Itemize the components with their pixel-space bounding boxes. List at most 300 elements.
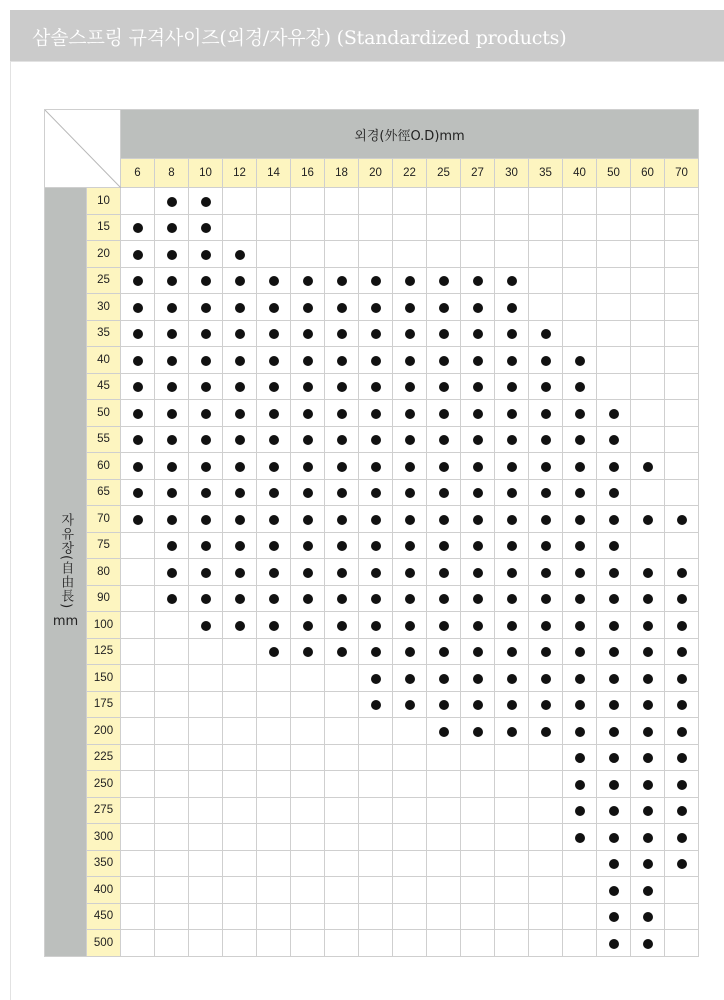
available-dot-icon [643, 647, 653, 657]
size-cell [631, 267, 665, 294]
size-cell [631, 559, 665, 586]
size-cell [223, 453, 257, 480]
available-dot-icon [609, 753, 619, 763]
size-cell [427, 267, 461, 294]
size-cell [495, 612, 529, 639]
table-row [45, 532, 699, 559]
available-dot-icon [575, 727, 585, 737]
available-dot-icon [303, 303, 313, 313]
available-dot-icon [201, 594, 211, 604]
size-cell [121, 771, 155, 798]
available-dot-icon [371, 409, 381, 419]
size-cell [393, 506, 427, 533]
free-length-cell: 70 [87, 506, 121, 533]
size-cell [155, 850, 189, 877]
size-cell [597, 294, 631, 321]
available-dot-icon [269, 647, 279, 657]
size-cell [529, 532, 563, 559]
size-cell [597, 532, 631, 559]
available-dot-icon [473, 727, 483, 737]
available-dot-icon [167, 568, 177, 578]
size-cell [665, 877, 699, 904]
size-cell [291, 426, 325, 453]
available-dot-icon [609, 674, 619, 684]
size-cell [631, 373, 665, 400]
size-cell [359, 797, 393, 824]
size-cell [529, 850, 563, 877]
size-cell [563, 744, 597, 771]
size-cell [223, 214, 257, 241]
size-cell [495, 294, 529, 321]
available-dot-icon [269, 435, 279, 445]
size-cell [631, 718, 665, 745]
size-cell [223, 744, 257, 771]
available-dot-icon [541, 356, 551, 366]
size-cell [223, 850, 257, 877]
size-cell [359, 188, 393, 215]
available-dot-icon [677, 674, 687, 684]
size-cell [223, 797, 257, 824]
size-cell [563, 718, 597, 745]
size-cell [359, 903, 393, 930]
available-dot-icon [507, 462, 517, 472]
available-dot-icon [235, 541, 245, 551]
size-cell [325, 426, 359, 453]
size-cell [631, 347, 665, 374]
available-dot-icon [337, 488, 347, 498]
available-dot-icon [439, 329, 449, 339]
size-cell [495, 638, 529, 665]
size-cell [257, 532, 291, 559]
size-cell [427, 294, 461, 321]
size-cell [427, 188, 461, 215]
available-dot-icon [677, 594, 687, 604]
available-dot-icon [439, 488, 449, 498]
size-cell [597, 347, 631, 374]
available-dot-icon [439, 700, 449, 710]
size-cell [631, 479, 665, 506]
size-cell [461, 612, 495, 639]
size-cell [529, 347, 563, 374]
available-dot-icon [269, 515, 279, 525]
size-cell [631, 638, 665, 665]
available-dot-icon [371, 568, 381, 578]
available-dot-icon [167, 303, 177, 313]
size-cell [665, 559, 699, 586]
size-cell [155, 320, 189, 347]
available-dot-icon [439, 462, 449, 472]
size-cell [393, 294, 427, 321]
available-dot-icon [609, 939, 619, 949]
table-row [45, 241, 699, 268]
size-cell [563, 453, 597, 480]
size-cell [563, 824, 597, 851]
available-dot-icon [201, 515, 211, 525]
size-cell [597, 691, 631, 718]
size-cell [495, 930, 529, 957]
available-dot-icon [201, 435, 211, 445]
size-cell [393, 877, 427, 904]
od-header-cell: 16 [291, 159, 325, 188]
table-corner [45, 110, 121, 188]
size-cell [461, 718, 495, 745]
table-row [45, 612, 699, 639]
size-cell [121, 585, 155, 612]
available-dot-icon [507, 541, 517, 551]
size-cell [427, 824, 461, 851]
size-cell [495, 771, 529, 798]
size-cell [393, 744, 427, 771]
size-cell [495, 506, 529, 533]
free-length-cell: 150 [87, 665, 121, 692]
available-dot-icon [167, 197, 177, 207]
available-dot-icon [677, 780, 687, 790]
table-row [45, 585, 699, 612]
size-cell [427, 347, 461, 374]
size-cell [529, 744, 563, 771]
size-cell [359, 744, 393, 771]
size-cell [223, 532, 257, 559]
size-cell [529, 877, 563, 904]
available-dot-icon [337, 568, 347, 578]
available-dot-icon [167, 541, 177, 551]
size-cell [291, 453, 325, 480]
available-dot-icon [235, 303, 245, 313]
available-dot-icon [439, 647, 449, 657]
size-cell [665, 453, 699, 480]
size-cell [631, 877, 665, 904]
size-cell [563, 797, 597, 824]
size-cell [631, 850, 665, 877]
size-cell [393, 850, 427, 877]
size-cell [121, 506, 155, 533]
size-cell [563, 267, 597, 294]
size-cell [665, 612, 699, 639]
size-cell [631, 453, 665, 480]
available-dot-icon [643, 939, 653, 949]
free-length-cell: 50 [87, 400, 121, 427]
size-cell [427, 665, 461, 692]
size-cell [461, 532, 495, 559]
size-cell [529, 665, 563, 692]
available-dot-icon [473, 674, 483, 684]
available-dot-icon [303, 594, 313, 604]
size-cell [393, 214, 427, 241]
available-dot-icon [473, 276, 483, 286]
size-cell [359, 479, 393, 506]
size-cell [257, 426, 291, 453]
available-dot-icon [575, 700, 585, 710]
size-cell [665, 188, 699, 215]
size-cell [495, 797, 529, 824]
table-row [45, 744, 699, 771]
size-cell [155, 771, 189, 798]
size-cell [427, 453, 461, 480]
available-dot-icon [677, 833, 687, 843]
available-dot-icon [269, 276, 279, 286]
size-cell [121, 744, 155, 771]
size-cell [189, 877, 223, 904]
size-cell [597, 665, 631, 692]
free-length-cell: 225 [87, 744, 121, 771]
available-dot-icon [235, 568, 245, 578]
size-cell [189, 930, 223, 957]
size-cell [359, 771, 393, 798]
size-cell [291, 373, 325, 400]
available-dot-icon [269, 329, 279, 339]
size-cell [325, 347, 359, 374]
available-dot-icon [677, 727, 687, 737]
size-cell [597, 506, 631, 533]
available-dot-icon [677, 515, 687, 525]
size-cell [121, 426, 155, 453]
available-dot-icon [507, 700, 517, 710]
size-cell [665, 532, 699, 559]
available-dot-icon [609, 833, 619, 843]
size-cell [529, 479, 563, 506]
size-cell [223, 373, 257, 400]
size-cell [427, 638, 461, 665]
available-dot-icon [439, 303, 449, 313]
size-cell [495, 665, 529, 692]
size-cell [631, 214, 665, 241]
size-cell [495, 320, 529, 347]
available-dot-icon [167, 276, 177, 286]
size-cell [427, 559, 461, 586]
available-dot-icon [269, 382, 279, 392]
diagonal-divider [45, 110, 121, 188]
size-cell [223, 347, 257, 374]
available-dot-icon [575, 541, 585, 551]
available-dot-icon [609, 594, 619, 604]
free-length-cell: 90 [87, 585, 121, 612]
size-cell [495, 214, 529, 241]
size-cell [325, 930, 359, 957]
size-cell [291, 294, 325, 321]
size-cell [257, 930, 291, 957]
available-dot-icon [507, 515, 517, 525]
available-dot-icon [575, 462, 585, 472]
available-dot-icon [303, 515, 313, 525]
size-cell [359, 612, 393, 639]
available-dot-icon [167, 329, 177, 339]
size-cell [393, 426, 427, 453]
available-dot-icon [609, 806, 619, 816]
size-cell [121, 797, 155, 824]
size-cell [325, 718, 359, 745]
size-cell [529, 903, 563, 930]
size-cell [665, 400, 699, 427]
available-dot-icon [235, 435, 245, 445]
size-cell [393, 453, 427, 480]
available-dot-icon [371, 700, 381, 710]
size-cell [155, 506, 189, 533]
available-dot-icon [643, 674, 653, 684]
available-dot-icon [575, 356, 585, 366]
available-dot-icon [405, 700, 415, 710]
od-header-cell: 35 [529, 159, 563, 188]
size-cell [155, 665, 189, 692]
available-dot-icon [507, 329, 517, 339]
table-row [45, 373, 699, 400]
available-dot-icon [643, 886, 653, 896]
size-cell [325, 400, 359, 427]
available-dot-icon [167, 594, 177, 604]
available-dot-icon [507, 621, 517, 631]
free-length-cell: 45 [87, 373, 121, 400]
size-cell [291, 347, 325, 374]
available-dot-icon [541, 382, 551, 392]
available-dot-icon [133, 462, 143, 472]
size-cell [597, 718, 631, 745]
available-dot-icon [439, 727, 449, 737]
size-cell [291, 665, 325, 692]
size-cell [291, 506, 325, 533]
free-length-cell: 40 [87, 347, 121, 374]
size-cell [597, 214, 631, 241]
size-cell [325, 559, 359, 586]
available-dot-icon [167, 223, 177, 233]
size-cell [427, 903, 461, 930]
available-dot-icon [643, 912, 653, 922]
size-cell [291, 532, 325, 559]
size-cell [665, 585, 699, 612]
table-row [45, 347, 699, 374]
size-cell [359, 373, 393, 400]
available-dot-icon [643, 700, 653, 710]
available-dot-icon [337, 462, 347, 472]
size-cell [529, 267, 563, 294]
available-dot-icon [201, 541, 211, 551]
available-dot-icon [371, 276, 381, 286]
size-cell [325, 453, 359, 480]
size-cell [427, 771, 461, 798]
size-cell [427, 930, 461, 957]
size-cell [189, 585, 223, 612]
available-dot-icon [575, 621, 585, 631]
available-dot-icon [541, 594, 551, 604]
available-dot-icon [609, 515, 619, 525]
available-dot-icon [167, 356, 177, 366]
size-cell [597, 453, 631, 480]
size-cell [461, 559, 495, 586]
size-cell [257, 903, 291, 930]
size-cell [427, 373, 461, 400]
available-dot-icon [575, 409, 585, 419]
size-cell [529, 453, 563, 480]
size-cell [257, 718, 291, 745]
size-cell [291, 797, 325, 824]
size-cell [155, 188, 189, 215]
available-dot-icon [575, 515, 585, 525]
size-cell [529, 506, 563, 533]
free-length-cell: 30 [87, 294, 121, 321]
free-length-cell: 125 [87, 638, 121, 665]
size-cell [529, 426, 563, 453]
available-dot-icon [235, 515, 245, 525]
size-cell [121, 373, 155, 400]
size-cell [121, 877, 155, 904]
available-dot-icon [405, 276, 415, 286]
available-dot-icon [337, 621, 347, 631]
size-cell [631, 903, 665, 930]
available-dot-icon [337, 409, 347, 419]
available-dot-icon [405, 594, 415, 604]
size-cell [597, 612, 631, 639]
size-cell [291, 479, 325, 506]
available-dot-icon [201, 276, 211, 286]
size-cell [189, 241, 223, 268]
size-cell [393, 612, 427, 639]
size-cell [563, 373, 597, 400]
size-cell [631, 320, 665, 347]
size-cell [325, 638, 359, 665]
size-cell [359, 665, 393, 692]
size-cell [121, 903, 155, 930]
size-cell [631, 744, 665, 771]
size-cell [359, 930, 393, 957]
size-cell [563, 241, 597, 268]
available-dot-icon [575, 382, 585, 392]
size-cell [495, 453, 529, 480]
available-dot-icon [575, 488, 585, 498]
size-cell [563, 903, 597, 930]
size-cell [257, 612, 291, 639]
size-cell [223, 903, 257, 930]
available-dot-icon [269, 594, 279, 604]
size-cell [155, 903, 189, 930]
size-cell [529, 559, 563, 586]
size-cell [325, 241, 359, 268]
available-dot-icon [609, 727, 619, 737]
free-length-cell: 80 [87, 559, 121, 586]
size-cell [461, 426, 495, 453]
od-header-cell: 50 [597, 159, 631, 188]
size-cell [121, 532, 155, 559]
available-dot-icon [269, 488, 279, 498]
size-cell [223, 612, 257, 639]
size-cell [359, 214, 393, 241]
size-cell [529, 930, 563, 957]
size-cell [155, 479, 189, 506]
available-dot-icon [473, 700, 483, 710]
available-dot-icon [167, 409, 177, 419]
available-dot-icon [541, 568, 551, 578]
size-cell [189, 347, 223, 374]
available-dot-icon [609, 435, 619, 445]
available-dot-icon [473, 568, 483, 578]
size-cell [393, 771, 427, 798]
size-cell [257, 400, 291, 427]
od-header-cell: 12 [223, 159, 257, 188]
size-cell [461, 347, 495, 374]
size-cell [563, 479, 597, 506]
size-cell [461, 241, 495, 268]
size-cell [529, 797, 563, 824]
available-dot-icon [541, 647, 551, 657]
size-cell [563, 930, 597, 957]
size-cell [665, 506, 699, 533]
size-cell [393, 241, 427, 268]
available-dot-icon [507, 727, 517, 737]
size-cell [461, 638, 495, 665]
available-dot-icon [133, 329, 143, 339]
size-cell [257, 877, 291, 904]
available-dot-icon [167, 515, 177, 525]
available-dot-icon [507, 568, 517, 578]
size-cell [631, 188, 665, 215]
available-dot-icon [303, 276, 313, 286]
